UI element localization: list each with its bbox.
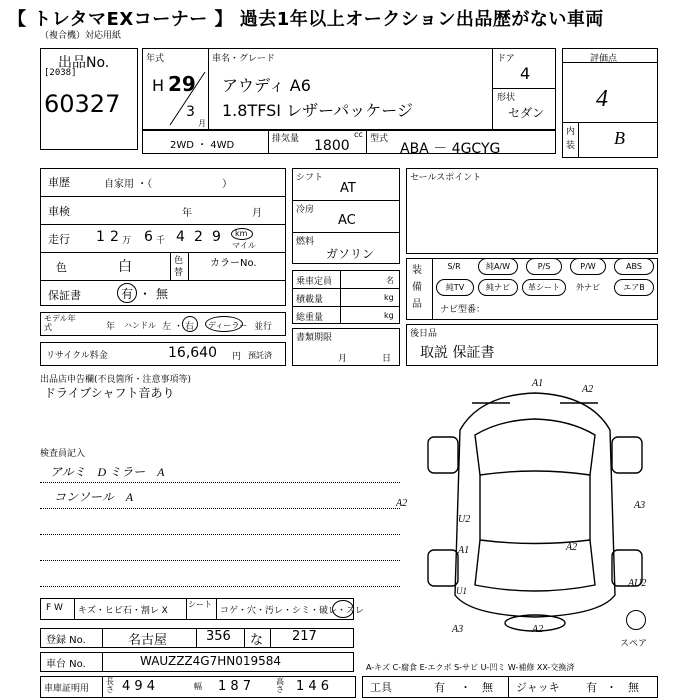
doors-value: 4 [520,64,531,83]
chassis-label: 車台 No. [46,659,86,670]
type-label: 型式 [370,134,389,144]
equip-sr: S/R [447,262,461,271]
color-value: 白 [118,259,132,275]
mileage-sen: 千 [156,236,166,246]
doors-label: ドア [497,54,515,64]
chassis-value: WAUZZZ4G7HN019584 [140,654,282,668]
model-name: アウディ A6 [222,76,311,95]
model-year-label: モデル年式 [44,314,76,332]
mileage-label: 走行 [48,233,70,246]
mileage-d1: 1 [96,229,105,245]
equip-abs: ABS [614,258,654,275]
displacement-unit: cc [354,130,363,139]
jack-yes: 有 [586,681,597,694]
registration-label: 登録 No. [46,635,86,646]
registration-kana: な [250,633,264,648]
model-label: 車名・グレード [212,54,276,64]
recycle-unit: 円 [232,352,242,362]
equip-pw: P/W [570,258,606,275]
cert-height-value: 1 4 6 [296,679,330,694]
recycle-deposit: 預託済 [248,351,272,360]
cert-label: 車庫証明用 [44,684,90,694]
cert-length-label: 長さ [106,677,114,694]
mileage-d3: 6 [144,229,153,245]
fw-value: キズ・ヒビ石・割レ X [78,606,168,616]
year-value: 29 [168,72,196,96]
equip-navi: 純ナビ [478,279,518,296]
mark-1: A1 [532,378,544,389]
car-diagram [400,375,670,645]
equip-tv: 純TV [436,279,474,296]
body-value: セダン [508,106,545,120]
later-label: 後日品 [410,329,438,339]
model-grade: 1.8TFSI レザーパッケージ [222,101,413,120]
body-label: 形状 [497,93,516,103]
inspection-month: 月 [252,208,262,219]
handle-left: 左 [162,322,172,332]
mark-10: A2 [532,624,544,635]
fuel-label: 燃料 [296,237,315,247]
recycle-value: 16,640 [168,345,217,361]
inspection-label: 車検 [48,205,70,218]
capacity-label: 乗車定員 [296,277,333,287]
month-unit: 月 [198,119,206,128]
color-no-label: カラーNo. [210,258,257,269]
registration-class: 356 [206,629,231,644]
inspector-line2: コンソール A [54,490,134,504]
seller-notes-value: ドライブシャフト音あり [44,386,175,400]
type-value: ABA － 4GCYG [400,141,501,157]
expiry-month: 月 [338,354,348,364]
history-value: 自家用 ・（ ） [104,179,233,190]
shift-value: AT [340,181,356,196]
month-value: 3 [186,104,195,120]
mark-9: A3 [452,624,464,635]
mileage-u1: 2 [110,229,119,245]
page-header: 【 トレタマEXコーナー 】 過去1年以上オークション出品歴がない車両 [8,9,604,30]
lot-code: [2038] [44,68,77,78]
handle-label: ハンドル [124,321,156,330]
later-value: 取説 保証書 [420,345,495,361]
top-note: （複合機）対応用紙 [40,31,122,41]
score-box [562,48,658,158]
color-label: 色 [56,261,67,274]
mileage-d4: 4 [176,229,185,245]
jack-no: 無 [628,681,639,694]
load-label: 積載量 [296,295,324,305]
mileage-man: 万 [122,236,132,246]
cert-height-label: 高さ [276,677,284,694]
aircon-label: 冷房 [296,205,315,215]
history-label: 車歴 [48,176,70,189]
inspector-line1: アルミ D ミラー A [50,465,165,479]
score-label: 評価点 [590,54,618,64]
mileage-mile: マイル [232,241,256,250]
shift-label: シフト [296,173,324,183]
mark-4: A3 [634,500,646,511]
inspection-year: 年 [182,208,192,219]
mark-11: U1 [456,586,467,596]
sales-point-label: セールスポイント [410,173,482,183]
warranty-dot: ・ [139,287,152,301]
tools-label: 工具 [370,681,392,694]
lot-label: 出品No. [58,55,110,71]
expiry-label: 書類期限 [296,333,333,343]
color-change-label: 色替 [174,256,184,278]
interior-label: 内装 [566,127,576,151]
year-era: H [152,76,165,95]
mark-5: U2 [458,514,471,525]
handle-right: 右 [185,322,195,332]
dealer-label: ディーラー [208,321,248,330]
capacity-unit: 名 [386,276,394,285]
equip-aw: 純A/W [478,258,518,275]
equip-airbag: エアB [614,279,654,296]
fw-sheet-value: コゲ・穴・汚レ・シミ・破レ・スレ [220,606,365,616]
import-label: 並行 [254,322,273,332]
equip-leather: 革シート [522,279,566,296]
equip-ps: P/S [526,258,562,275]
jack-label: ジャッキ [516,681,560,694]
aircon-value: AC [338,213,356,228]
equip-label: 装備品 [412,265,422,310]
displacement-label: 排気量 [272,134,300,144]
lot-number: 60327 [44,90,121,118]
cert-width-label: 幅 [194,682,202,691]
warranty-no: 無 [156,287,169,301]
registration-city: 名古屋 [128,633,168,648]
year-label: 年式 [146,54,165,64]
mark-3: A2 [396,498,408,509]
model-year-unit: 年 [106,322,116,332]
navi-model-label: ナビ型番： [440,305,486,315]
mark-2: A2 [582,384,594,395]
mark-7: A2 [566,542,578,553]
weight-unit: kg [384,311,394,320]
fuel-value: ガソリン [326,247,375,261]
cert-length-value: 4 9 4 [122,679,156,694]
spare-label: スペア [620,639,648,649]
warranty-label: 保証書 [48,289,81,302]
tools-no: 無 [482,681,493,694]
fw-label: F W [46,603,63,613]
mark-8: AU2 [628,578,647,589]
seller-notes-label: 出品店申告欄(不良箇所・注意事項等) [40,375,192,385]
fw-sheet-label: シート [188,600,212,609]
equip-ext-navi: 外ナビ [576,283,600,292]
interior-value: B [614,128,625,148]
warranty-yes: 有 [121,287,134,301]
registration-num: 217 [292,629,317,644]
drive-label: 2WD ・ 4WD [170,140,235,151]
inspector-label: 検査員記入 [40,449,86,459]
cert-width-value: 1 8 7 [218,679,252,694]
mark-6: A1 [458,545,470,556]
mileage-km: km [235,229,248,238]
damage-legend: A-キズ C-腐食 E-エクボ S-サビ U-凹ミ W-補修 XX-交換済 [366,663,575,672]
recycle-label: リサイクル料金 [46,351,108,361]
mileage-d6: 9 [212,229,221,245]
expiry-day: 日 [382,354,392,364]
mileage-d5: 2 [194,229,203,245]
displacement-value: 1800 [314,138,350,154]
load-unit: kg [384,293,394,302]
score-value: 4 [596,86,608,112]
tools-yes: 有 [434,681,445,694]
weight-label: 総重量 [296,313,324,323]
